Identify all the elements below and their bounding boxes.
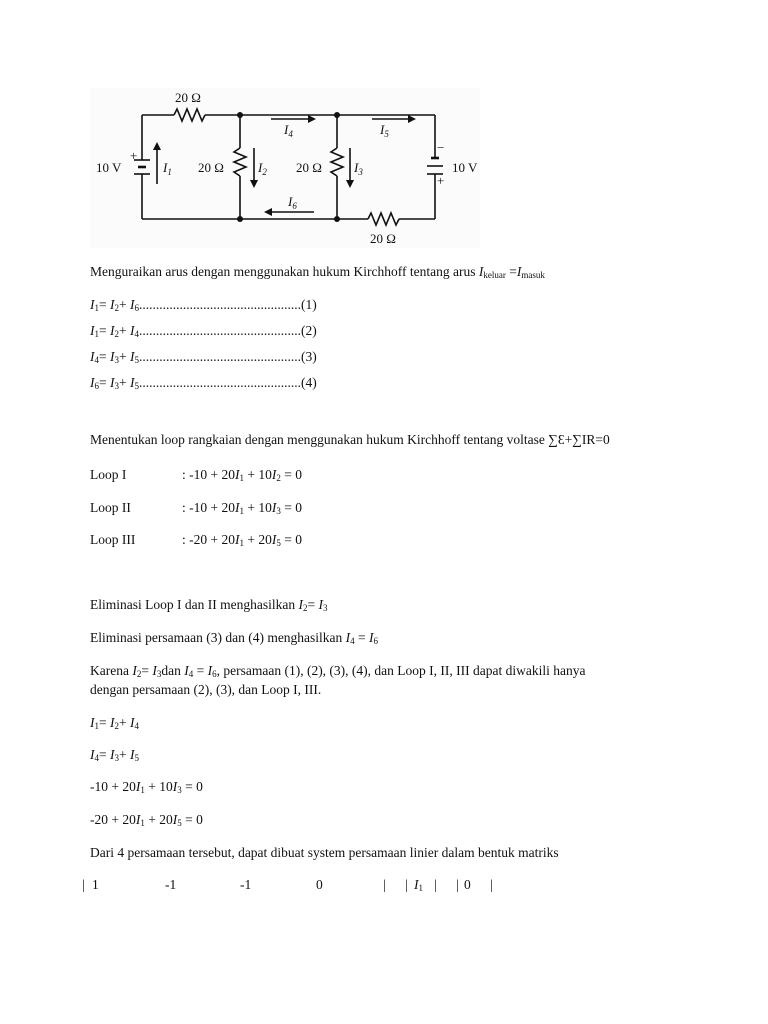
final-eq-3: $-10 + 20I_1 + 10I_3 = 0$: [90, 779, 203, 795]
loop-1: Loop I : $-10 + 20I_1 + 10I_2 = 0$: [90, 467, 302, 483]
result-bracket-right: |: [490, 877, 493, 892]
matrix-a11: 1: [92, 877, 99, 892]
matrix-intro: Dari 4 persamaan tersebut, dapat dibuat system persamaan linier dalam bentuk matriks: [90, 845, 559, 860]
label-i3: $I_3$: [354, 160, 363, 177]
matrix-row: [0, 877, 768, 897]
label-i6: $I_6$: [288, 194, 297, 211]
matrix-bracket-left: |: [82, 877, 85, 892]
matrix-bracket-right: |: [383, 877, 386, 892]
vector-bracket-left: |: [405, 877, 408, 892]
label-i4: $I_4$: [284, 122, 293, 139]
vector-x1: $I_1$: [414, 877, 423, 893]
matrix-a12: -1: [165, 877, 177, 892]
label-i5: $I_5$: [380, 122, 389, 139]
label-r-mid1: 20 Ω: [198, 160, 224, 175]
loop-2: Loop II : $-10 + 20I_1 + 10I_3 = 0$: [90, 500, 302, 516]
equation-3: $I_4= I_3+ I_5................................................(3)$: [90, 349, 317, 365]
label-i2: $I_2$: [258, 160, 267, 177]
equation-4: $I_6= I_3+ I_5................................................(4)$: [90, 375, 317, 391]
battery-right-plus: +: [437, 173, 445, 188]
karena-paragraph-line2: dengan persamaan (2), (3), dan Loop I, III.: [90, 682, 322, 697]
intro-current-law: Menguraikan arus dengan menggunakan hukum Kirchhoff tentang arus $I_{keluar} =I_{masuk}$: [90, 264, 545, 280]
loop-3: Loop III : $-20 + 20I_1 + 20I_5 = 0$: [90, 532, 302, 548]
matrix-a14: 0: [316, 877, 323, 892]
elimination-1: Eliminasi Loop I dan II menghasilkan $I_2= I_3$: [90, 597, 328, 613]
label-i1: $I_1$: [163, 160, 172, 177]
matrix-a13: -1: [240, 877, 252, 892]
intro-voltage-law: Menentukan loop rangkaian dengan menggunakan hukum Kirchhoff tentang voltase ∑Ɛ+∑IR=0: [90, 432, 610, 447]
label-v-right: 10 V: [452, 160, 478, 175]
battery-left-plus: +: [130, 148, 138, 163]
final-eq-2: $I_4= I_3+ I_5$: [90, 747, 139, 763]
result-r1: 0: [464, 877, 471, 892]
karena-paragraph-line1: Karena $I_2= I_3dan$ $I_4 = I_6$, persamaan (1), (2), (3), (4), dan Loop I, II, III dapat diwakili hanya: [90, 663, 586, 679]
circuit-diagram: [90, 88, 480, 248]
label-r-top: 20 Ω: [175, 90, 201, 105]
final-eq-1: $I_1= I_2+ I_4$: [90, 715, 139, 731]
vector-bracket-right: |: [434, 877, 437, 892]
result-bracket-left: |: [456, 877, 459, 892]
label-r-bottom: 20 Ω: [370, 231, 396, 246]
final-eq-4: $-20 + 20I_1 + 20I_5 = 0$: [90, 812, 203, 828]
equation-1: $I_1= I_2+ I_6................................................(1)$: [90, 297, 317, 313]
label-r-mid2: 20 Ω: [296, 160, 322, 175]
battery-right-minus: −: [437, 140, 445, 155]
label-v-left: 10 V: [96, 160, 122, 175]
elimination-2: Eliminasi persamaan (3) dan (4) menghasilkan $I_4 = I_6$: [90, 630, 379, 646]
equation-2: $I_1= I_2+ I_4................................................(2)$: [90, 323, 317, 339]
